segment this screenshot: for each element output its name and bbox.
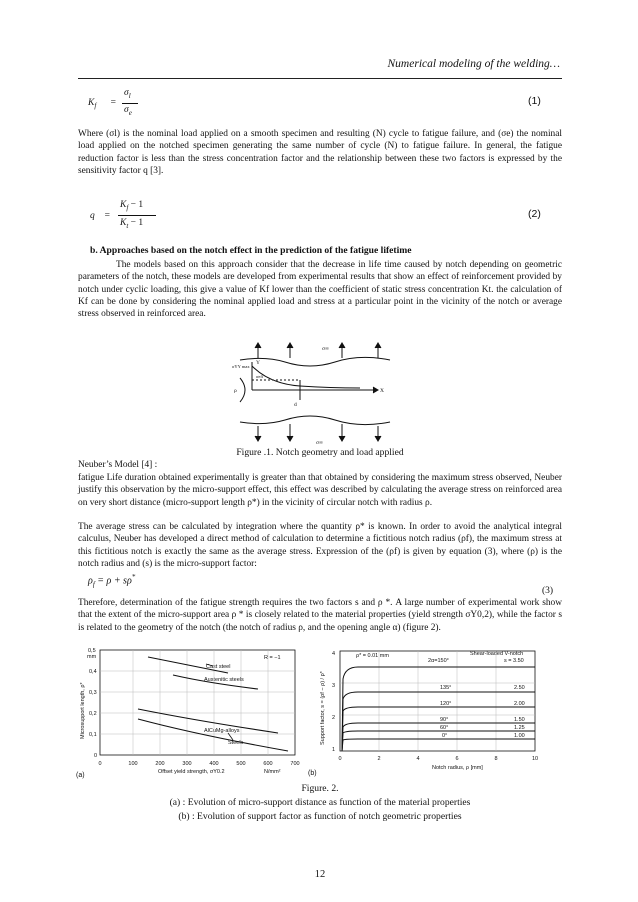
fig2b-curve-0-s: s = 3.50 bbox=[504, 658, 524, 664]
eq2-numerator: $K_f - 1$ bbox=[120, 200, 144, 212]
fig2a-yunit: mm bbox=[87, 654, 97, 660]
eq1-lhs: $K_f$ bbox=[88, 98, 97, 110]
equation-1 bbox=[88, 88, 208, 118]
fig2b-curve-3-s: 1.50 bbox=[514, 717, 525, 723]
fig2b-curve-2-angle: 120° bbox=[440, 701, 452, 707]
paragraph-3: fatigue Life duration obtained experimentally is greater than that obtained by considering the maximum stress observed, Neuber justify this observation by the micro-support effect, this effect was described by calculating the average stress on reinforced area on very short distance (micro-support length ρ*) in the vicinity of circular notch with radius ρ. bbox=[78, 473, 562, 508]
paragraph-4: The average stress can be calculated by integration where the quantity ρ* is known. In order to avoid the analytical integral calculus, Neuber has developed a direct method of calculation to determine a fictitious notch radius (ρf), the maximum stress at this fictitious notch is exactly the same as the average stress. Expression of the (ρf) is given by equation (3), where (ρ) is the notch radius and (s) is the micro-support factor: bbox=[78, 522, 562, 569]
equation-1-number: (1) bbox=[528, 95, 541, 107]
fig2a-xtick-3: 300 bbox=[182, 761, 192, 767]
fig2b-curve-0-angle: 2α=150° bbox=[428, 658, 449, 664]
fig2b-xtick-2: 4 bbox=[416, 756, 420, 762]
fig2a-ytick-2: 0,3 bbox=[89, 690, 97, 696]
fig2a-ytick-4: 0,1 bbox=[89, 732, 97, 738]
fig2b-curve-2-s: 2.00 bbox=[514, 701, 525, 707]
fig1-rho: ρ bbox=[234, 388, 237, 394]
fig2a-xunit: N/mm² bbox=[264, 769, 281, 775]
fig2a-xtick-6: 600 bbox=[263, 761, 273, 767]
fig2b-curve-1-s: 2.50 bbox=[514, 685, 525, 691]
equation-3-number: (3) bbox=[542, 586, 554, 596]
fig2b-curve-1-angle: 135° bbox=[440, 685, 452, 691]
fig1-sigma-max: σYY max bbox=[232, 364, 250, 369]
fig2a-xlabel: Offset yield strength, σY0.2 bbox=[158, 769, 225, 775]
fig2b-ytick-2: 2 bbox=[332, 715, 336, 721]
fig2a-ytick-3: 0,2 bbox=[89, 711, 97, 717]
fig2a-ytick-0: 0,5 bbox=[88, 648, 96, 654]
fig2b-xtick-3: 6 bbox=[455, 756, 459, 762]
fig2b-curve-3-angle: 90° bbox=[440, 717, 449, 723]
fig2a-xtick-0: 0 bbox=[98, 761, 102, 767]
fig2b-panel-label: (b) bbox=[308, 770, 317, 777]
fig2a-xtick-4: 400 bbox=[209, 761, 219, 767]
fig2b-ytick-0: 4 bbox=[332, 651, 336, 657]
paragraph-2: The models based on this approach consider that the decrease in life time caused by notch depending on geometric parameters of the notch, these models are developed from experimental results that show an effect of reinforcement provided by notch under cyclic loading, this give a value of Kf lower than the coefficient of static stress concentration Kt. the calculation of Kf can be done by considering the nominal applied load and stress at a particular point in the vicinity of the notch or average stress observed in reinforced area. bbox=[78, 260, 562, 320]
figure-2-subcaption-b: (b) : Evolution of support factor as function of notch geometric properties bbox=[178, 811, 462, 822]
eq1-denominator: $\sigma_e$ bbox=[124, 105, 132, 117]
eq2-equals: = bbox=[104, 211, 111, 221]
section-heading-b: b. Approaches based on the notch effect in the prediction of the fatigue lifetime bbox=[90, 245, 412, 256]
fig1-sigma-bottom: σ∞ bbox=[316, 440, 323, 446]
fig2b-ylabel: Support factor, s = (ρf − ρ) / ρ* bbox=[320, 671, 326, 745]
fig2a-panel-label: (a) bbox=[76, 772, 85, 779]
eq2-lhs: q bbox=[90, 211, 95, 221]
header-rule bbox=[78, 78, 562, 79]
running-head: Numerical modeling of the welding… bbox=[387, 58, 560, 70]
fig2a-xtick-2: 200 bbox=[155, 761, 165, 767]
fig1-d: d bbox=[294, 402, 297, 408]
fig1-y-label: Y bbox=[256, 360, 260, 366]
fig1-sigma-eff: σeff bbox=[256, 374, 264, 379]
fig1-sigma-top: σ∞ bbox=[322, 346, 329, 352]
fig2b-xlabel: Notch radius, ρ [mm] bbox=[432, 765, 483, 771]
equation-2-number: (2) bbox=[528, 208, 541, 220]
fig2a-annotation: R = −1 bbox=[264, 655, 281, 661]
fig2a-ytick-5: 0 bbox=[94, 753, 98, 759]
eq1-equals: = bbox=[110, 98, 117, 108]
fig2b-ytick-3: 1 bbox=[332, 747, 336, 753]
fig2a-curve-alcumg: AlCuMg-alloys bbox=[204, 728, 240, 734]
page-number: 12 bbox=[314, 869, 326, 880]
fig2a-ylabel: Microsupport length, ρ* bbox=[80, 682, 86, 739]
figure-2-subcaption-a: (a) : Evolution of micro-support distance as function of the material properties bbox=[169, 797, 471, 808]
eq1-numerator: $\sigma_l$ bbox=[124, 88, 131, 100]
figure-2a-chart bbox=[78, 647, 318, 780]
fig2b-xtick-0: 0 bbox=[338, 756, 342, 762]
fig2b-curve-5-s: 1.00 bbox=[514, 733, 525, 739]
figure-1-caption: Figure .1. Notch geometry and load applied bbox=[236, 447, 404, 458]
figure-2-caption: Figure. 2. bbox=[301, 783, 339, 794]
fig2b-xtick-1: 2 bbox=[377, 756, 381, 762]
fig2b-ytick-1: 3 bbox=[332, 683, 336, 689]
fig2b-header-left: ρ* = 0.01 mm bbox=[356, 653, 389, 659]
fig2a-curve-cast-steel: Cast steel bbox=[206, 664, 231, 670]
fig2b-xtick-4: 8 bbox=[494, 756, 498, 762]
fig2a-curve-steels: Steels bbox=[228, 740, 244, 746]
figure-2b-chart bbox=[308, 649, 562, 780]
neuber-title: Neuber’s Model [4] : bbox=[78, 460, 158, 470]
equation-2 bbox=[90, 200, 230, 232]
paragraph-5: Therefore, determination of the fatigue strength requires the two factors s and ρ *. A large number of experimental work show that the extent of the micro-support area ρ * is closely related to the material properties (yield strength σY0,2), while the factor s is related to the geometry of the notch (the notch of radius ρ, and the opening angle α) (figure 2). bbox=[78, 598, 562, 633]
fig2a-xtick-7: 700 bbox=[290, 761, 300, 767]
fig2a-curve-austenitic: Austenitic steels bbox=[204, 677, 244, 683]
fig2a-xtick-5: 500 bbox=[236, 761, 246, 767]
fig2a-ytick-1: 0,4 bbox=[89, 669, 97, 675]
paragraph-1: Where (σl) is the nominal load applied on a smooth specimen and resulting (N) cycle to fatigue failure, and (σe) the nominal load applied on the notched specimen generating the same number of cycle (N) to fatigue failure. In general, the fatigue reduction factor is less than the stress concentration factor and the relationship between these two factors is expressed by the sensitivity factor q [3]. bbox=[78, 129, 562, 176]
fig2a-xtick-1: 100 bbox=[128, 761, 138, 767]
equation-3: $\rho_f = \rho + s\rho^*$ bbox=[88, 573, 136, 589]
fig2b-curve-5-angle: 0° bbox=[442, 733, 448, 739]
fig2b-curve-4-s: 1.25 bbox=[514, 725, 525, 731]
eq2-denominator: $K_t - 1$ bbox=[120, 218, 144, 230]
fig2b-xtick-5: 10 bbox=[531, 756, 539, 762]
fig2b-curve-4-angle: 60° bbox=[440, 725, 449, 731]
fig2b-header-right: Shear-loaded V-notch bbox=[470, 651, 524, 657]
figure-1-notch-diagram bbox=[230, 340, 400, 445]
fig1-x-label: X bbox=[380, 388, 384, 394]
